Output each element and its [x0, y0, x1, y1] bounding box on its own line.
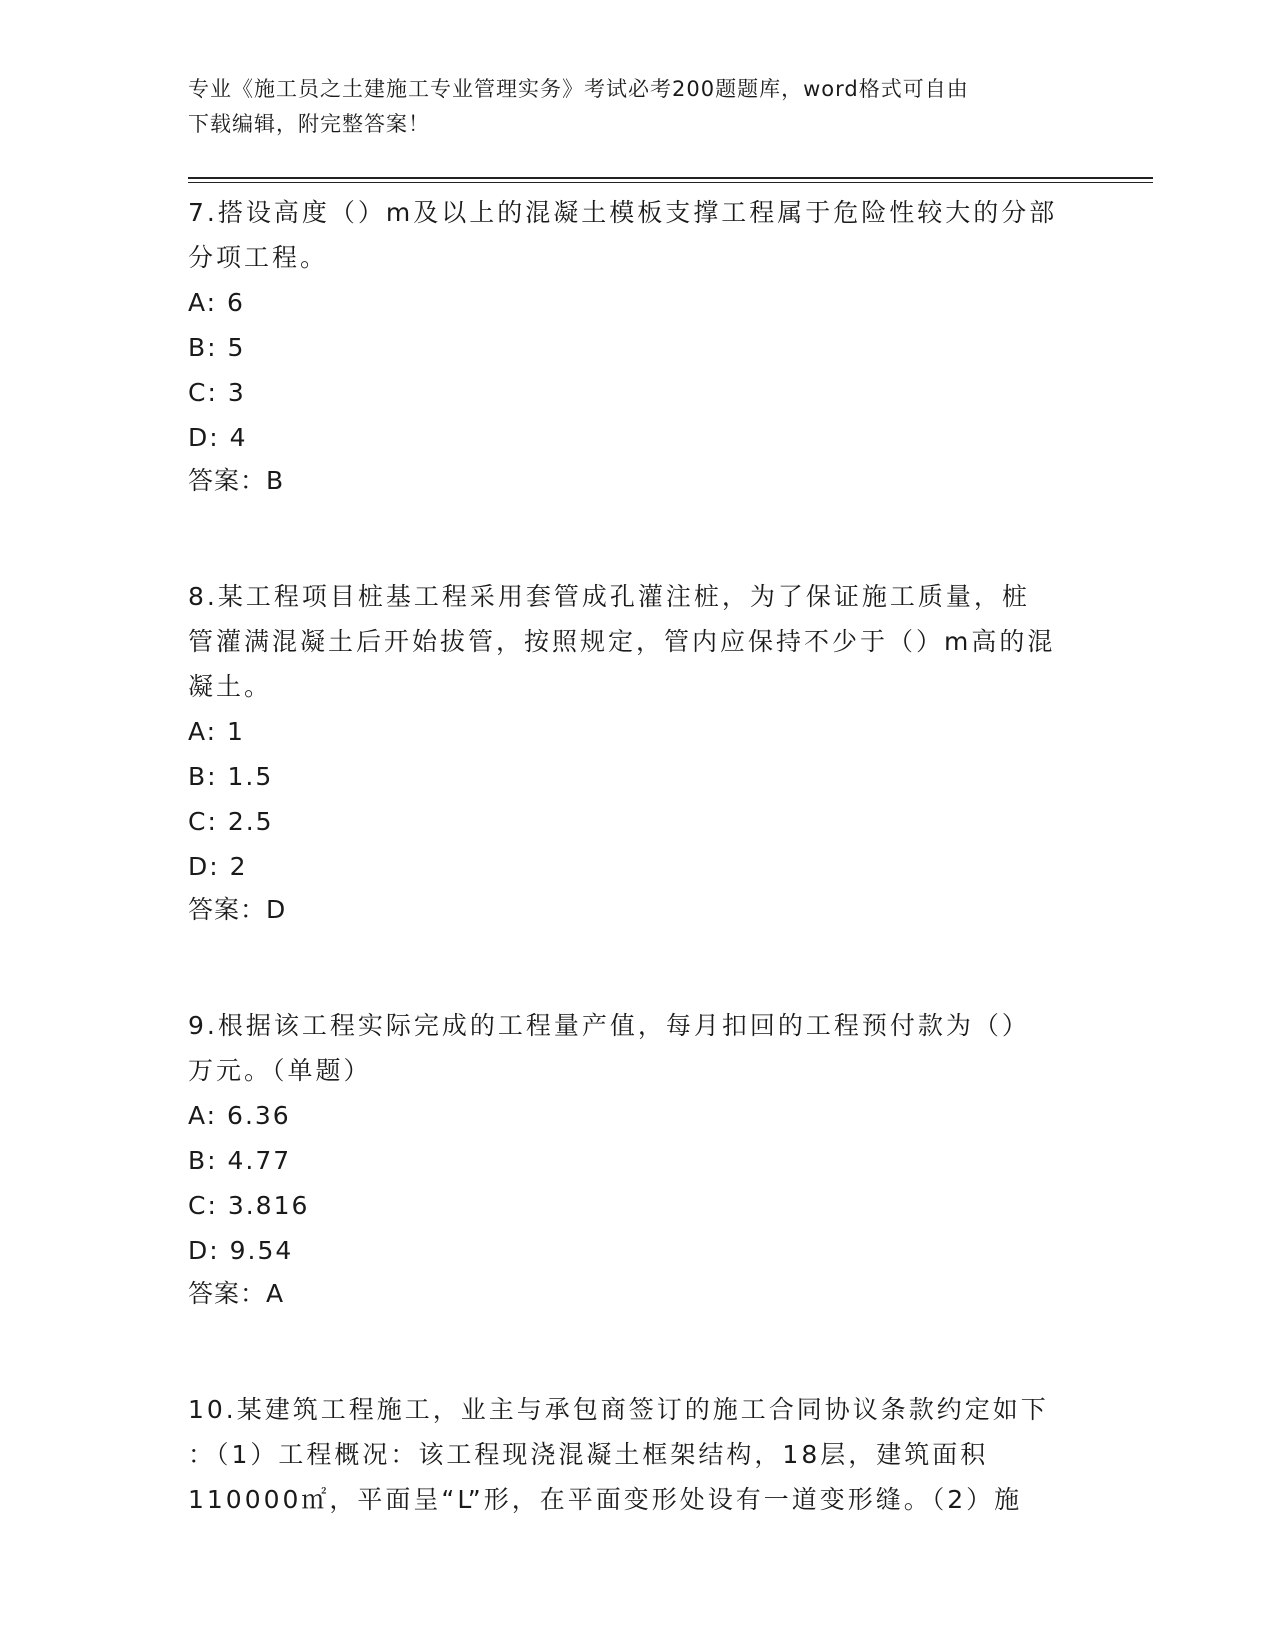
question-10 — [188, 1387, 1088, 1522]
question-spacer — [188, 1315, 1088, 1387]
question-stem-line: 万元。（单题） — [188, 1056, 372, 1085]
option-b: B: 4.77 — [188, 1146, 292, 1175]
option-b: B: 1.5 — [188, 762, 274, 791]
question-stem-line: 110000㎡，平面呈“L”形，在平面变形处设有一道变形缝。（2）施 — [188, 1485, 1023, 1514]
question-stem-line: 10.某建筑工程施工，业主与承包商签订的施工合同协议条款约定如下 — [188, 1395, 1049, 1424]
document-header — [188, 72, 1088, 142]
question-stem-line: 7.搭设高度（）m及以上的混凝土模板支撑工程属于危险性较大的分部 — [188, 198, 1058, 227]
answer-line: 答案：A — [188, 1279, 285, 1308]
question-stem-line: 管灌满混凝土后开始拔管，按照规定，管内应保持不少于（）m高的混 — [188, 627, 1056, 656]
answer-line: 答案：D — [188, 895, 287, 924]
answer-line: 答案：B — [188, 466, 285, 495]
question-spacer — [188, 502, 1088, 574]
question-spacer — [188, 931, 1088, 1003]
question-stem-line: ：（1）工程概况：该工程现浇混凝土框架结构，18层，建筑面积 — [188, 1440, 989, 1469]
question-8 — [188, 574, 1088, 931]
option-c: C: 2.5 — [188, 807, 274, 836]
option-d: D: 4 — [188, 423, 248, 452]
question-9 — [188, 1003, 1088, 1315]
option-c: C: 3.816 — [188, 1191, 310, 1220]
question-stem-line: 凝土。 — [188, 672, 273, 701]
option-b: B: 5 — [188, 333, 246, 362]
header-divider-thick — [188, 177, 1153, 179]
option-c: C: 3 — [188, 378, 246, 407]
option-a: A: 6 — [188, 288, 245, 317]
option-a: A: 6.36 — [188, 1101, 291, 1130]
header-line-2: 下载编辑，附完整答案！ — [188, 112, 430, 136]
option-a: A: 1 — [188, 717, 245, 746]
question-stem-line: 8.某工程项目桩基工程采用套管成孔灌注桩，为了保证施工质量，桩 — [188, 582, 1030, 611]
option-d: D: 9.54 — [188, 1236, 294, 1265]
question-stem-line: 分项工程。 — [188, 243, 329, 272]
header-line-1: 专业《施工员之土建施工专业管理实务》考试必考200题题库，word格式可自由 — [188, 77, 969, 101]
question-7 — [188, 190, 1088, 502]
question-list — [188, 190, 1088, 1522]
question-stem-line: 9.根据该工程实际完成的工程量产值，每月扣回的工程预付款为（） — [188, 1011, 1030, 1040]
option-d: D: 2 — [188, 852, 248, 881]
header-divider-thin — [188, 182, 1153, 183]
